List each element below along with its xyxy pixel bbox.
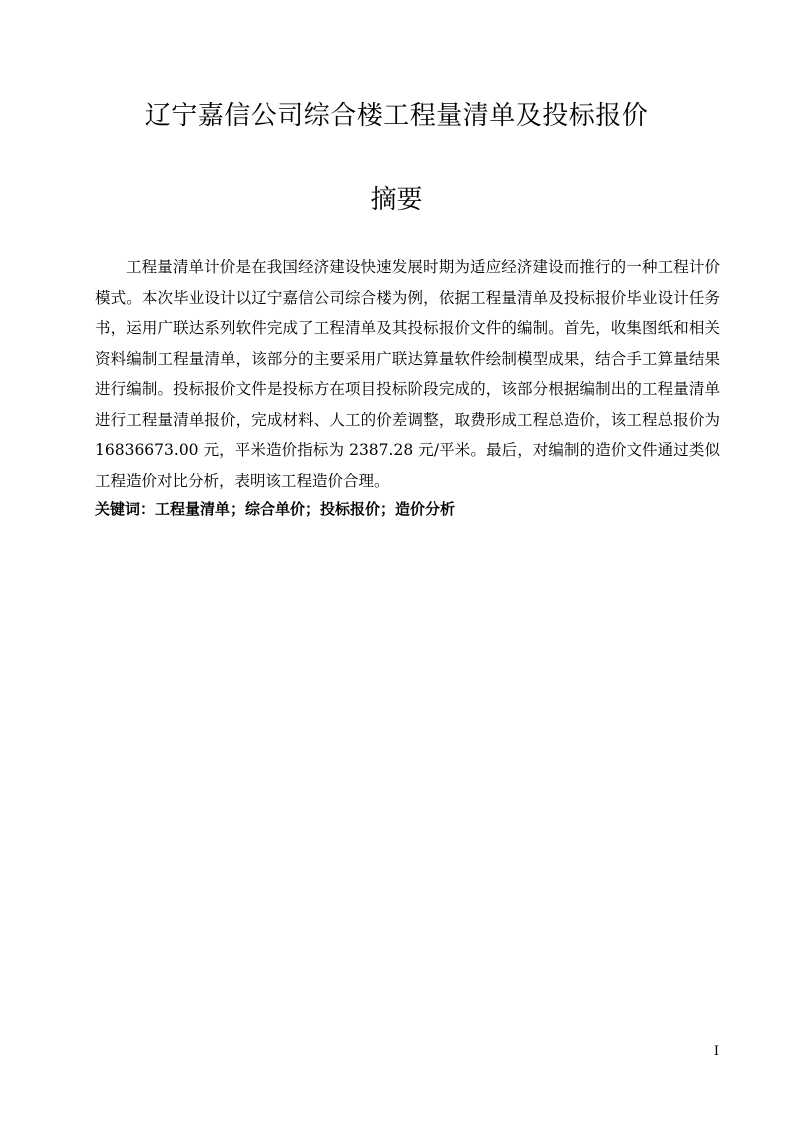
page-number: I [713,1044,719,1059]
abstract-body: 工程量清单计价是在我国经济建设快速发展时期为适应经济建设而推行的一种工程计价模式。本次毕业设计以辽宁嘉信公司综合楼为例，依据工程量清单及投标报价毕业设计任务书，运用广联达系列软件完成了工程清单及其投标报价文件的编制。首先，收集图纸和相关资料编制工程量清单，该部分的主要采用广联达算量软件绘制模型成果，结合手工算量结果进行编制。投标报价文件是投标方在项目投标阶段完成的，该部分根据编制出的工程量清单进行工程量清单报价，完成材料、人工的价差调整，取费形成工程总造价，该工程总报价为 16836673.00 元，平米造价指标为 2387.28 元/平米。最后，对编制的造价文件通过类似工程造价对比分析，表明该工程造价合理。 [95,258,720,490]
keywords-label: 关键词： [95,500,156,518]
keywords-line [95,496,720,522]
keywords-values: 工程量清单；综合单价；投标报价；造价分析 [155,500,456,518]
document-title: 辽宁嘉信公司综合楼工程量清单及投标报价 [144,101,649,131]
abstract-heading: 摘要 [370,185,423,215]
